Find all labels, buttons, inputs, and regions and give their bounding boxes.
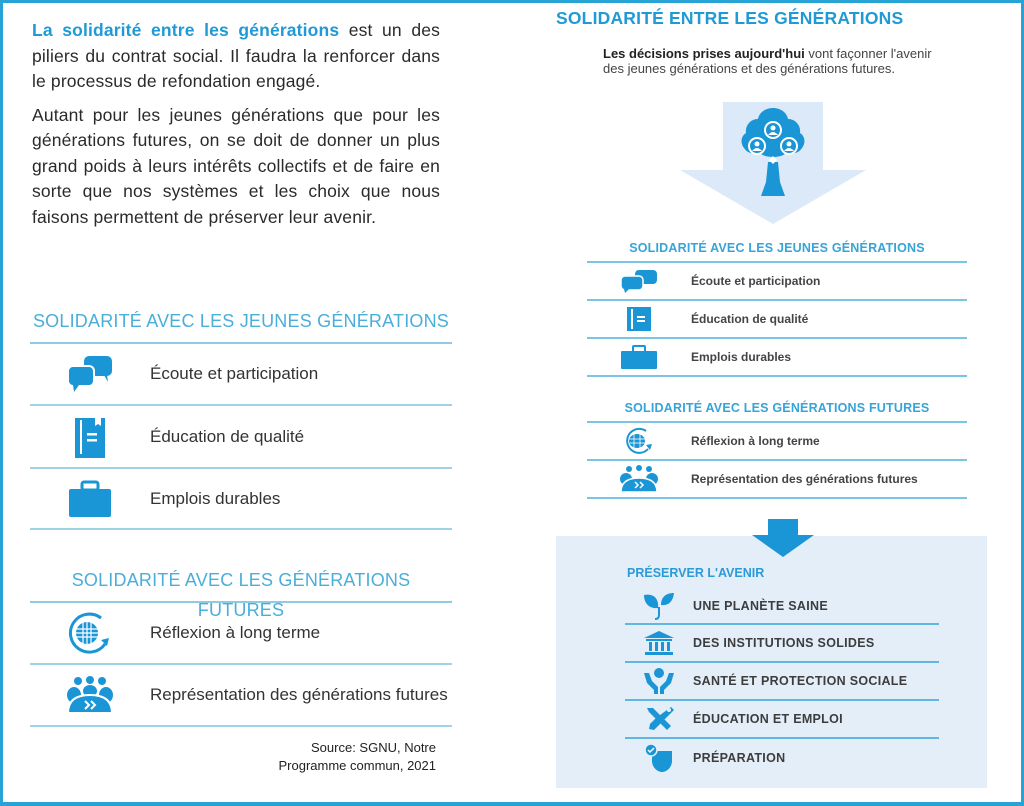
list-item [30,469,452,530]
intro-paragraph-1 [32,18,440,95]
list-item [30,665,452,727]
list-item [625,739,939,777]
tools-icon [625,704,693,734]
briefcase-icon [30,480,150,518]
list-item [587,423,967,461]
sprout-icon [625,591,693,621]
right-youth-title: SOLIDARITÉ AVEC LES JEUNES GÉNÉRATIONS [587,241,967,263]
hands-care-icon [625,667,693,695]
list-item [625,589,939,625]
list-item [587,461,967,499]
list-item [30,344,452,406]
list-item-label: Écoute et participation [150,364,319,383]
speech-bubbles-icon [587,269,691,293]
list-item-label: SANTÉ ET PROTECTION SOCIALE [693,674,908,688]
right-intro-rest: vont façonner l'avenir des jeunes générations et des générations futures. [603,46,932,76]
left-future-title: SOLIDARITÉ AVEC LES GÉNÉRATIONS FUTURES [30,565,452,603]
left-future-section [30,565,452,727]
list-item-label: DES INSTITUTIONS SOLIDES [693,636,875,650]
right-future-section [587,401,967,499]
list-item [587,263,967,301]
institution-icon [625,630,693,656]
list-item [587,339,967,377]
list-item [587,301,967,339]
list-item-label: UNE PLANÈTE SAINE [693,599,828,613]
list-item-label: Emplois durables [691,350,792,364]
right-title: SOLIDARITÉ ENTRE LES GÉNÉRATIONS [556,8,904,28]
source-note [236,739,436,775]
list-item-label: ÉDUCATION ET EMPLOI [693,712,843,726]
notebook-icon [30,416,150,458]
preserve-future-panel [556,536,987,788]
list-item-label: Éducation de qualité [691,312,809,326]
speech-bubbles-icon [30,354,150,394]
list-item-label: Réflexion à long terme [150,623,321,642]
intro-paragraph-2: Autant pour les jeunes générations que pour les générations futures, on se doit de donner un plus grand poids à leurs intérêts collectifs et de faire en sorte que nos systèmes et les choix que nous faisons permettent de préserver leur avenir. [32,104,440,227]
shield-check-icon [625,743,693,773]
list-item-label: Emplois durables [150,488,281,508]
source-line-2: Programme commun, 2021 [278,758,436,773]
down-arrow-icon [752,519,814,557]
notebook-icon [587,306,691,332]
list-item-label: Éducation de qualité [150,426,305,446]
down-arrow-tree-illustration [680,102,866,224]
intro-p1-rest: est un des piliers du contrat social. Il faudra la renforcer dans le processus de refondation engagé. [32,20,440,91]
list-item [30,406,452,469]
source-line-1: Source: SGNU, Notre [311,740,436,755]
right-youth-section [587,241,967,377]
list-item [625,663,939,701]
group-table-icon [30,675,150,715]
globe-rotate-icon [30,610,150,656]
list-item [625,625,939,663]
left-youth-section [30,306,452,530]
list-item-label: Représentation des générations futures [691,472,918,486]
intro-highlight: La solidarité entre les générations [32,20,340,40]
left-youth-title: SOLIDARITÉ AVEC LES JEUNES GÉNÉRATIONS [30,306,452,344]
globe-rotate-icon [587,427,691,455]
list-item [625,701,939,739]
right-future-title: SOLIDARITÉ AVEC LES GÉNÉRATIONS FUTURES [587,401,967,423]
list-item-label: Écoute et participation [691,274,821,288]
right-intro-bold: Les décisions prises aujourd'hui [603,46,805,61]
list-item-label: Représentation des générations futures [150,685,448,704]
intro-text [32,18,440,238]
group-table-icon [587,465,691,493]
list-item-label: PRÉPARATION [693,751,786,765]
list-item-label: Réflexion à long terme [691,434,820,448]
preserve-title: PRÉSERVER L'AVENIR [627,566,765,580]
briefcase-icon [587,345,691,369]
right-intro [603,46,943,76]
